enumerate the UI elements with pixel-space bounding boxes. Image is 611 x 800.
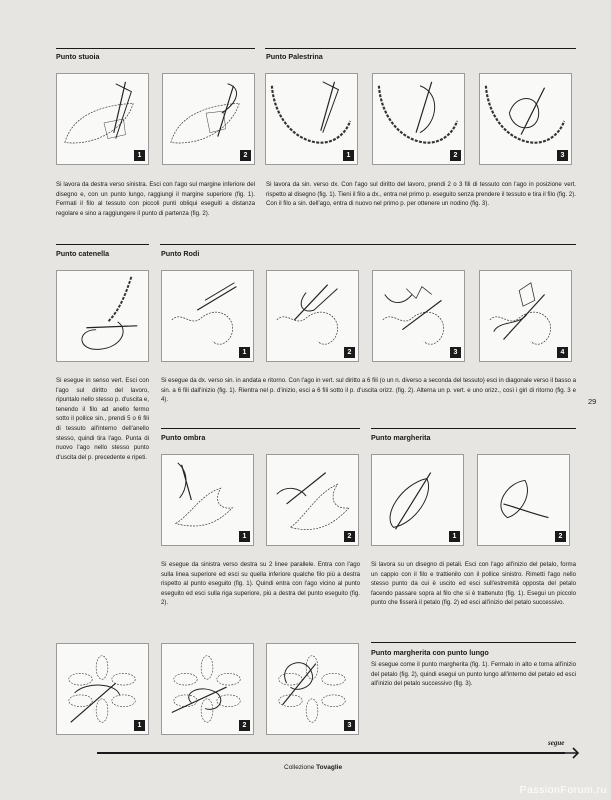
figure-number: 2 xyxy=(555,531,566,542)
segue-label: segue xyxy=(548,739,565,747)
palestrina-text: Si lavora da sin. verso dx. Con l'ago sul diritto del lavoro, prendi 2 o 3 fili di tessuto con l'ago in posizione vert. rispetto al disegno (fig. 1). Tieni il filo a dx., entra nel primo p. eseguito senza prendere il tessuto e tira il filo (fig. 2). Con il filo a sin. dell'ago, entra di nuovo nel primo p. per ottenere un nodino (fig. 3). xyxy=(266,181,576,208)
figure-number: 1 xyxy=(343,150,354,161)
figure-number: 2 xyxy=(239,720,250,731)
title-punto-catenella: Punto catenella xyxy=(56,249,110,258)
title-punto-palestrina: Punto Palestrina xyxy=(266,52,323,61)
margherita-figure-1 xyxy=(371,454,464,546)
figure-number: 4 xyxy=(557,347,568,358)
figure-number: 1 xyxy=(134,720,145,731)
ombra-figure-2 xyxy=(266,454,359,546)
title-punto-rodi: Punto Rodi xyxy=(161,249,200,258)
margherita-lungo-figure-1 xyxy=(56,643,149,735)
palestrina-figure-2 xyxy=(372,73,465,165)
margherita-lungo-text: Si esegue come il punto margherita (fig. 1). Fermalo in alto e torna all'inizio del petalo (fig. 2), quindi esegui un punto lungo all'interno del petalo ed esci all'inizio del petalo successivo (fig. 3). xyxy=(371,661,576,688)
figure-number: 1 xyxy=(449,531,460,542)
rodi-text: Si esegue da dx. verso sin. in andata e ritorno. Con l'ago in vert. sul diritto a 6 fili (o un n. diverso a seconda del tessuto) esci in diagonale verso il basso a sin. a 6 fili dall'inizio (fig. 1). Rientra nel p. d'inizio, esci a 6 fili sotto il p. d'uscita orizz. (fig. 2). Alterna un p. vert. e uno orizz., così i giri di ritorno (fig. 3 e 4). xyxy=(161,377,576,404)
watermark: PassionForum.ru xyxy=(519,784,607,796)
footer-prefix: Collezione xyxy=(284,764,315,771)
rodi-figure-1 xyxy=(161,270,254,362)
figure-number: 3 xyxy=(344,720,355,731)
footer-title: Tovaglie xyxy=(316,764,343,771)
palestrina-figure-3 xyxy=(479,73,572,165)
margherita-lungo-figure-2 xyxy=(161,643,254,735)
title-punto-margherita: Punto margherita xyxy=(371,433,431,442)
rodi-figure-2 xyxy=(266,270,359,362)
stuoia-figure-2 xyxy=(162,73,255,165)
catenella-text: Si esegue in senso vert. Esci con l'ago sul diritto del lavoro, ripuntalo nello stesso p. d'uscita e, tenendo il filo ad anello fermo sotto il pollice sin., prendi 5 o 6 fili di tessuto all'interno dell'anello stesso, quindi tira l'ago. Punta di nuovo l'ago nello stesso punto d'uscita del p. precedente e ripeti. xyxy=(56,377,149,461)
section-rule xyxy=(160,244,576,245)
figure-number: 3 xyxy=(557,150,568,161)
figure-number: 2 xyxy=(344,347,355,358)
ombra-figure-1 xyxy=(161,454,254,546)
title-punto-margherita-lungo: Punto margherita con punto lungo xyxy=(371,648,489,657)
rodi-figure-3 xyxy=(372,270,465,362)
section-rule xyxy=(161,428,360,429)
section-rule xyxy=(371,642,576,643)
figure-number: 3 xyxy=(450,347,461,358)
rodi-figure-4 xyxy=(479,270,572,362)
figure-number: 2 xyxy=(344,531,355,542)
section-rule xyxy=(371,428,576,429)
footer-collection xyxy=(284,764,342,771)
figure-number: 2 xyxy=(240,150,251,161)
section-rule xyxy=(56,48,255,49)
palestrina-figure-1 xyxy=(265,73,358,165)
title-punto-stuoia: Punto stuoia xyxy=(56,52,100,61)
section-rule xyxy=(56,244,149,245)
figure-number: 2 xyxy=(450,150,461,161)
arrow-right-icon xyxy=(564,747,580,759)
margherita-text: Si lavora su un disegno di petali. Esci con l'ago all'inizio del petalo, forma un cappio con il filo e trattienilo con il pollice sinistro. Rimetti l'ago nello stesso punto da cui è uscito ed esci sull'estremità opposta del petalo facendo passare sopra al filo che si è trattenuto (fig. 1). Esegui un piccolo punto che fisserà il petalo (fig. 2) ed esci all'inizio del petalo successivo. xyxy=(371,561,576,607)
page-number: 29 xyxy=(588,397,597,406)
figure-number: 1 xyxy=(134,150,145,161)
margherita-lungo-figure-3 xyxy=(266,643,359,735)
figure-number: 1 xyxy=(239,347,250,358)
section-rule xyxy=(265,48,576,49)
stuoia-text: Si lavora da destra verso sinistra. Esci con l'ago sul margine inferiore del disegno e, con un punto lungo, raggiungi il margine superiore (fig. 1). Fermati il filo al tessuto con piccoli punti obliqui eseguiti a distanza regolare e sino a raggiungere il punto di partenza (fig. 2). xyxy=(56,181,255,217)
footer-rule xyxy=(97,752,565,754)
margherita-figure-2 xyxy=(477,454,570,546)
catenella-figure xyxy=(56,270,149,362)
figure-number: 1 xyxy=(239,531,250,542)
ombra-text: Si esegue da sinistra verso destra su 2 linee parallele. Entra con l'ago sulla linea superiore ed esci su quella inferiore qualche filo più a destra rispetto al punto eseguito (fig. 1). Quindi entra con l'ago vicino al punto eseguito ed esci sulla riga superiore, più a destra del punto eseguito (fig. 2). xyxy=(161,561,360,607)
title-punto-ombra: Punto ombra xyxy=(161,433,206,442)
stuoia-figure-1 xyxy=(56,73,149,165)
